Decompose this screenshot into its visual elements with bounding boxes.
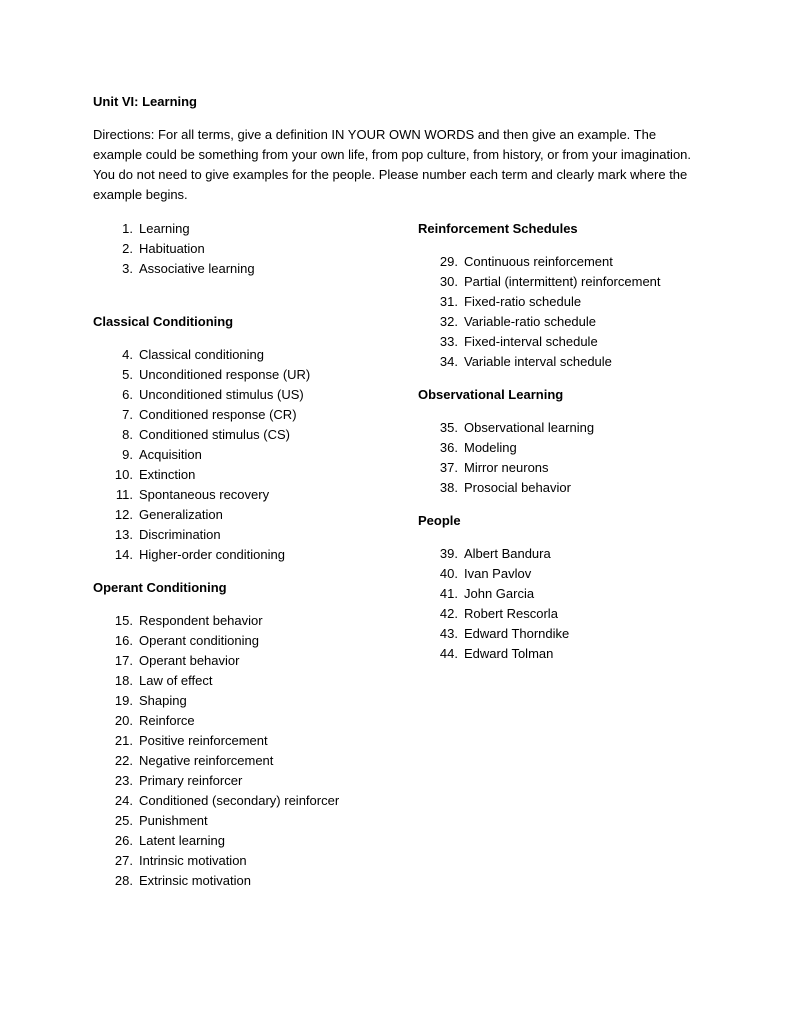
- list-item-number: 17.: [114, 653, 133, 668]
- list-item: [107, 671, 393, 691]
- list-item-number: 34.: [439, 354, 458, 369]
- list-item: [107, 831, 393, 851]
- list-item-term: Partial (intermittent) reinforcement: [464, 274, 661, 289]
- list-item: [432, 584, 718, 604]
- list-item-term: Mirror neurons: [464, 460, 549, 475]
- list-item: [432, 252, 718, 272]
- list-item-number: 10.: [114, 467, 133, 482]
- reinforcement-schedules-heading: Reinforcement Schedules: [418, 221, 578, 236]
- list-item-term: Positive reinforcement: [139, 733, 268, 748]
- list-item: [107, 651, 393, 671]
- list-item-number: 43.: [439, 626, 458, 641]
- list-item: [107, 691, 393, 711]
- list-item: [432, 312, 718, 332]
- right-column: [418, 219, 718, 664]
- operant-conditioning-heading: Operant Conditioning: [93, 580, 227, 595]
- list-item-term: Fixed-ratio schedule: [464, 294, 582, 309]
- directions-paragraph: Directions: For all terms, give a definition IN YOUR OWN WORDS and then give an example. The example could be something from your own life, from pop culture, from history, or from your imagination. You do not need to give examples for the people. Please number each term and clearly mark where the example begins.: [93, 127, 692, 202]
- list-item-number: 24.: [114, 793, 133, 808]
- list-item: [107, 545, 393, 565]
- list-item-number: 1.: [122, 221, 133, 236]
- list-item-number: 3.: [122, 261, 133, 276]
- list-item-term: Law of effect: [139, 673, 213, 688]
- list-item: [107, 811, 393, 831]
- list-item-number: 14.: [114, 547, 133, 562]
- list-item-number: 21.: [114, 733, 133, 748]
- list-item-number: 13.: [114, 527, 133, 542]
- list-item-number: 37.: [439, 460, 458, 475]
- list-item-number: 29.: [439, 254, 458, 269]
- list-item-number: 32.: [439, 314, 458, 329]
- list-item-term: Primary reinforcer: [139, 773, 243, 788]
- list-item-term: Reinforce: [139, 713, 195, 728]
- list-item-term: Habituation: [139, 241, 205, 256]
- list-item-number: 40.: [439, 566, 458, 581]
- list-item: [432, 332, 718, 352]
- list-item-number: 20.: [114, 713, 133, 728]
- observational-learning-list: [418, 418, 718, 498]
- list-item: [107, 345, 393, 365]
- list-item-term: Unconditioned stimulus (US): [139, 387, 304, 402]
- list-item: [107, 771, 393, 791]
- list-item: [107, 731, 393, 751]
- list-item: [432, 458, 718, 478]
- list-item: [107, 631, 393, 651]
- list-item-term: Albert Bandura: [464, 546, 551, 561]
- list-item-term: Conditioned stimulus (CS): [139, 427, 291, 442]
- list-item: [432, 352, 718, 372]
- list-item: [432, 544, 718, 564]
- list-item-term: Operant conditioning: [139, 633, 259, 648]
- people-heading: People: [418, 513, 461, 528]
- list-item-number: 23.: [114, 773, 133, 788]
- list-item-term: Unconditioned response (UR): [139, 367, 311, 382]
- list-item: [432, 604, 718, 624]
- list-item-term: Associative learning: [139, 261, 255, 276]
- list-item: [432, 644, 718, 664]
- list-item: [107, 505, 393, 525]
- list-item-term: Fixed-interval schedule: [464, 334, 598, 349]
- list-item: [107, 751, 393, 771]
- list-item-term: Intrinsic motivation: [139, 853, 247, 868]
- list-item-number: 2.: [122, 241, 133, 256]
- list-item: [107, 711, 393, 731]
- list-item-term: Shaping: [139, 693, 187, 708]
- list-item-number: 22.: [114, 753, 133, 768]
- operant-conditioning-list: [93, 611, 393, 891]
- list-item-term: Edward Thorndike: [464, 626, 570, 641]
- people-list: [418, 544, 718, 664]
- list-item-number: 27.: [114, 853, 133, 868]
- intro-list: [93, 219, 393, 279]
- list-item-term: Negative reinforcement: [139, 753, 274, 768]
- list-item-term: Classical conditioning: [139, 347, 265, 362]
- list-item-number: 26.: [114, 833, 133, 848]
- list-item: [432, 478, 718, 498]
- list-item-term: Conditioned (secondary) reinforcer: [139, 793, 340, 808]
- list-item-number: 36.: [439, 440, 458, 455]
- observational-learning-heading: Observational Learning: [418, 387, 564, 402]
- list-item: [107, 871, 393, 891]
- list-item-term: Discrimination: [139, 527, 221, 542]
- list-item: [107, 525, 393, 545]
- list-item: [107, 259, 393, 279]
- list-item-number: 33.: [439, 334, 458, 349]
- list-item-term: Higher-order conditioning: [139, 547, 285, 562]
- list-item: [107, 485, 393, 505]
- list-item-term: Conditioned response (CR): [139, 407, 297, 422]
- list-item-term: Operant behavior: [139, 653, 240, 668]
- list-item-term: Spontaneous recovery: [139, 487, 270, 502]
- list-item-term: John Garcia: [464, 586, 535, 601]
- classical-conditioning-list: [93, 345, 393, 565]
- list-item-number: 39.: [439, 546, 458, 561]
- list-item: [107, 405, 393, 425]
- list-item-term: Continuous reinforcement: [464, 254, 613, 269]
- list-item-term: Extinction: [139, 467, 196, 482]
- list-item: [107, 611, 393, 631]
- list-item-number: 31.: [439, 294, 458, 309]
- list-item-number: 6.: [122, 387, 133, 402]
- list-item-term: Observational learning: [464, 420, 595, 435]
- list-item-number: 28.: [114, 873, 133, 888]
- list-item: [107, 219, 393, 239]
- list-item-term: Ivan Pavlov: [464, 566, 532, 581]
- list-item-number: 42.: [439, 606, 458, 621]
- list-item-term: Variable-ratio schedule: [464, 314, 596, 329]
- list-item-number: 18.: [114, 673, 133, 688]
- document-title: Unit VI: Learning: [93, 94, 197, 109]
- list-item-term: Generalization: [139, 507, 223, 522]
- list-item-term: Variable interval schedule: [464, 354, 612, 369]
- list-item-number: 30.: [439, 274, 458, 289]
- list-item-number: 25.: [114, 813, 133, 828]
- list-item-term: Extrinsic motivation: [139, 873, 251, 888]
- list-item: [432, 292, 718, 312]
- list-item: [107, 239, 393, 259]
- reinforcement-schedules-list: [418, 252, 718, 372]
- list-item-number: 11.: [115, 487, 133, 502]
- list-item: [107, 465, 393, 485]
- list-item-term: Prosocial behavior: [464, 480, 571, 495]
- list-item-number: 41.: [439, 586, 458, 601]
- list-item: [432, 418, 718, 438]
- list-item: [107, 445, 393, 465]
- list-item: [107, 851, 393, 871]
- list-item-number: 15.: [114, 613, 133, 628]
- list-item-number: 16.: [114, 633, 133, 648]
- list-item-term: Punishment: [139, 813, 208, 828]
- list-item-number: 12.: [114, 507, 133, 522]
- list-item-term: Learning: [139, 221, 190, 236]
- list-item-number: 38.: [439, 480, 458, 495]
- left-column: [93, 219, 393, 891]
- list-item: [432, 438, 718, 458]
- list-item: [432, 564, 718, 584]
- list-item-term: Robert Rescorla: [464, 606, 558, 621]
- list-item-term: Respondent behavior: [139, 613, 263, 628]
- list-item-term: Acquisition: [139, 447, 202, 462]
- list-item-number: 8.: [122, 427, 133, 442]
- list-item-number: 19.: [114, 693, 133, 708]
- list-item-number: 35.: [439, 420, 458, 435]
- list-item-number: 44.: [439, 646, 458, 661]
- list-item: [432, 624, 718, 644]
- list-item: [432, 272, 718, 292]
- list-item-number: 9.: [122, 447, 133, 462]
- list-item-term: Edward Tolman: [464, 646, 554, 661]
- list-item: [107, 791, 393, 811]
- list-item: [107, 365, 393, 385]
- list-item-number: 7.: [122, 407, 133, 422]
- list-item: [107, 425, 393, 445]
- list-item-number: 5.: [122, 367, 133, 382]
- classical-conditioning-heading: Classical Conditioning: [93, 314, 234, 329]
- list-item-number: 4.: [122, 347, 133, 362]
- list-item-term: Latent learning: [139, 833, 226, 848]
- list-item: [107, 385, 393, 405]
- list-item-term: Modeling: [464, 440, 517, 455]
